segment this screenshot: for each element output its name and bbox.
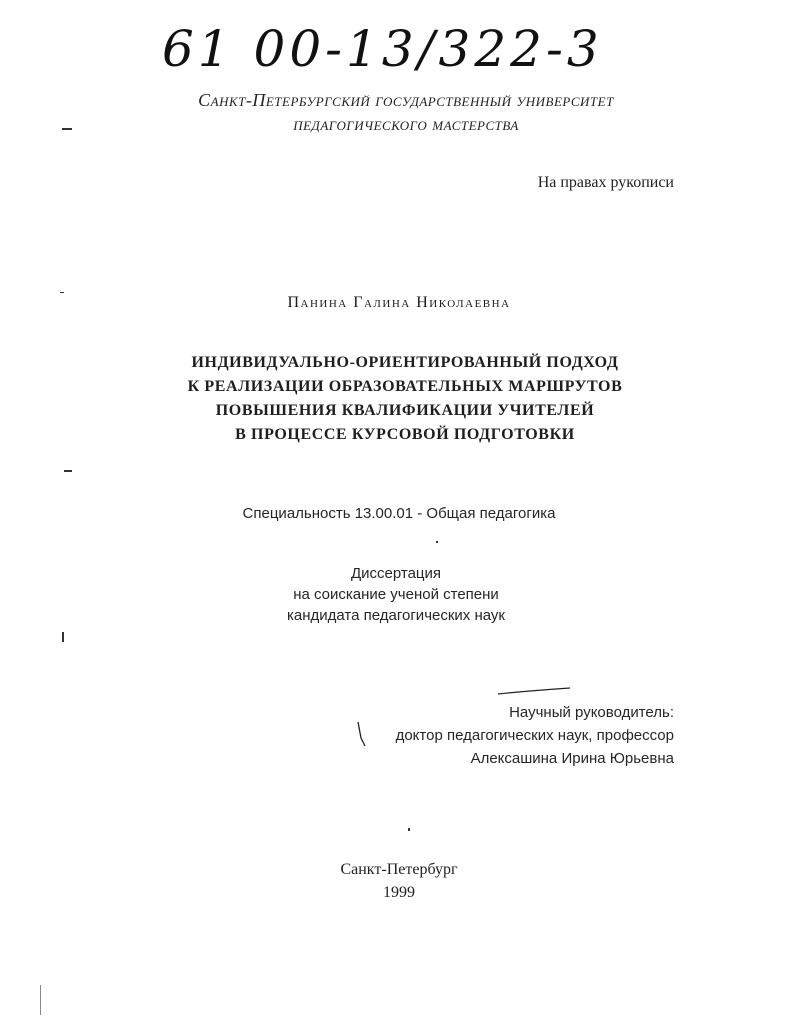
institution-line-1: Санкт-Петербургский государственный университет (198, 90, 614, 110)
pen-stroke-mark (496, 686, 572, 696)
scan-speck (62, 128, 72, 130)
title-line-3: ПОВЫШЕНИЯ КВАЛИФИКАЦИИ УЧИТЕЛЕЙ (215, 402, 595, 419)
dissertation-line-3: кандидата педагогических наук (287, 607, 505, 624)
city: Санкт-Петербург (340, 861, 458, 878)
specialty: Специальность 13.00.01 - Общая педагогика (242, 505, 556, 522)
handwritten-registration-code (160, 16, 603, 78)
pen-tick-mark (355, 720, 367, 750)
scan-speck (60, 292, 64, 293)
title-line-1: ИНДИВИДУАЛЬНО-ОРИЕНТИРОВАННЫЙ ПОДХОД (191, 354, 619, 371)
dissertation-line-1: Диссертация (350, 565, 442, 582)
scan-speck (62, 632, 64, 642)
scan-speck (408, 828, 410, 831)
scan-speck (64, 470, 72, 472)
title-line-2: К РЕАЛИЗАЦИИ ОБРАЗОВАТЕЛЬНЫХ МАРШРУТОВ (187, 378, 623, 395)
supervisor-role: Научный руководитель: (509, 704, 674, 721)
supervisor-name: Алексашина Ирина Юрьевна (470, 750, 674, 767)
title-line-4: В ПРОЦЕССЕ КУРСОВОЙ ПОДГОТОВКИ (235, 426, 575, 443)
scan-edge-line (40, 985, 41, 1015)
rights-note: На правах рукописи (537, 174, 674, 191)
year: 1999 (383, 884, 415, 901)
supervisor-degree: доктор педагогических наук, профессор (395, 727, 674, 744)
author-name: Панина Галина Николаевна (287, 294, 511, 311)
dissertation-line-2: на соискание ученой степени (293, 586, 499, 603)
scan-speck (436, 541, 438, 543)
handwritten-code-text: 61 00-13/322-3 (162, 20, 603, 78)
institution-line-2: педагогического мастерства (293, 114, 519, 134)
